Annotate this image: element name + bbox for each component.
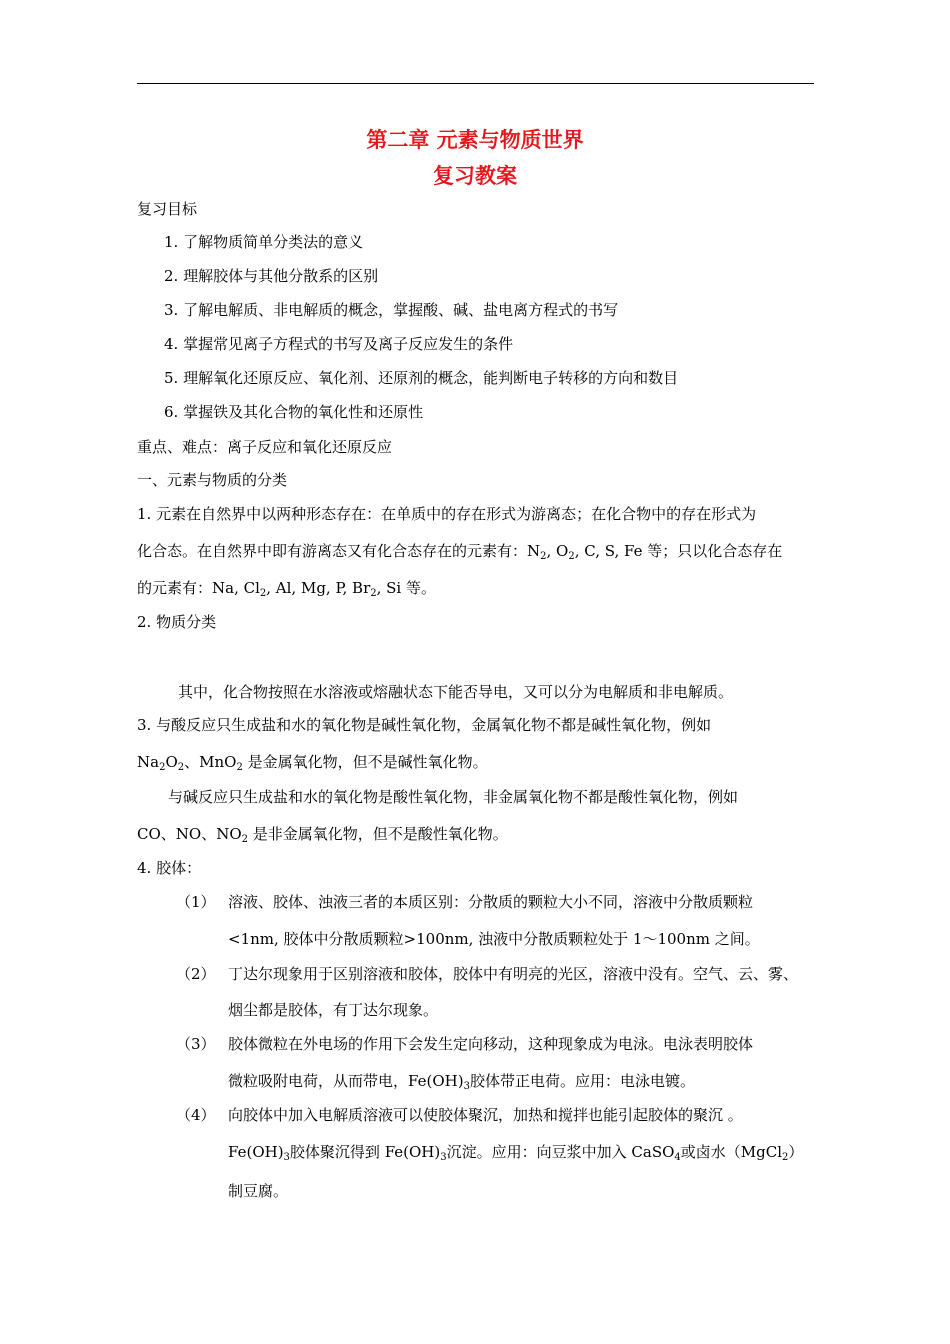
paragraph-4-heading: 4. 胶体： [137, 859, 202, 877]
colloid-item-number: （3） [176, 1035, 216, 1053]
colloid-item-text: 微粒吸附电荷，从而带电，$Fe(OH)_3$胶体带正电荷。应用：电泳电镀。 [228, 1072, 695, 1092]
colloid-item-number: （4） [176, 1106, 216, 1124]
colloid-item-text: 制豆腐。 [228, 1182, 289, 1200]
colloid-item-number: （1） [176, 893, 216, 911]
objective-item: 4. 掌握常见离子方程式的书写及离子反应发生的条件 [164, 335, 514, 353]
colloid-item-text: 丁达尔现象用于区别溶液和胶体，胶体中有明亮的光区，溶液中没有。空气、云、雾、 [228, 965, 799, 983]
colloid-item-text: 向胶体中加入电解质溶液可以使胶体聚沉，加热和搅拌也能引起胶体的聚沉 。 [228, 1106, 743, 1124]
colloid-item-text: $Fe(OH)_3$胶体聚沉得到 $Fe(OH)_3$沉淀。应用：向豆浆中加入 CaSO$_4$或卤水（MgCl$_2$） [228, 1143, 804, 1163]
colloid-item-text: 烟尘都是胶体，有丁达尔现象。 [228, 1001, 439, 1019]
paragraph-3b-line: CO、NO、$NO_2$ 是非金属氧化物，但不是酸性氧化物。 [137, 825, 508, 845]
objective-item: 2. 理解胶体与其他分散系的区别 [164, 267, 379, 285]
paragraph-1-line: 1. 元素在自然界中以两种形态存在：在单质中的存在形式为游离态；在化合物中的存在形式为 [137, 505, 757, 523]
colloid-item-text: 溶液、胶体、浊液三者的本质区别：分散质的颗粒大小不同，溶液中分散质颗粒 [228, 893, 754, 911]
header-rule [137, 83, 814, 84]
classification-note: 其中，化合物按照在水溶液或熔融状态下能否导电，又可以分为电解质和非电解质。 [178, 683, 734, 701]
paragraph-2-heading: 2. 物质分类 [137, 613, 217, 631]
objective-item: 5. 理解氧化还原反应、氧化剂、还原剂的概念，能判断电子转移的方向和数目 [164, 369, 679, 387]
objective-item: 3. 了解电解质、非电解质的概念，掌握酸、碱、盐电离方程式的书写 [164, 301, 619, 319]
objectives-heading: 复习目标 [137, 200, 198, 218]
paragraph-3-line: $Na_2O_2$、MnO$_2$ 是金属氧化物，但不是碱性氧化物。 [137, 753, 488, 773]
objective-item: 6. 掌握铁及其化合物的氧化性和还原性 [164, 403, 424, 421]
paragraph-3-line: 3. 与酸反应只生成盐和水的氧化物是碱性氧化物，金属氧化物不都是碱性氧化物，例如 [137, 716, 712, 734]
focus-line: 重点、难点：离子反应和氧化还原反应 [137, 438, 393, 456]
chapter-title: 第二章 元素与物质世界 [366, 128, 584, 152]
colloid-item-number: （2） [176, 965, 216, 983]
paragraph-3b-line: 与碱反应只生成盐和水的氧化物是酸性氧化物，非金属氧化物不都是酸性氧化物，例如 [168, 788, 739, 806]
colloid-item-text: <1nm, 胶体中分散质颗粒>100nm, 浊液中分散质颗粒处于 1～100nm 之间。 [228, 930, 760, 948]
colloid-item-text: 胶体微粒在外电场的作用下会发生定向移动，这种现象成为电泳。电泳表明胶体 [228, 1035, 754, 1053]
document-subtitle: 复习教案 [433, 164, 517, 188]
section-heading: 一、元素与物质的分类 [137, 471, 288, 489]
paragraph-1-line: 的元素有：Na, $Cl_2$, Al, Mg, P, $Br_2$, Si 等。 [137, 579, 437, 599]
paragraph-1-line: 化合态。在自然界中即有游离态又有化合态存在的元素有：$N_2$, $O_2$, C, S, Fe 等；只以化合态存在 [137, 542, 783, 562]
objective-item: 1. 了解物质简单分类法的意义 [164, 233, 364, 251]
